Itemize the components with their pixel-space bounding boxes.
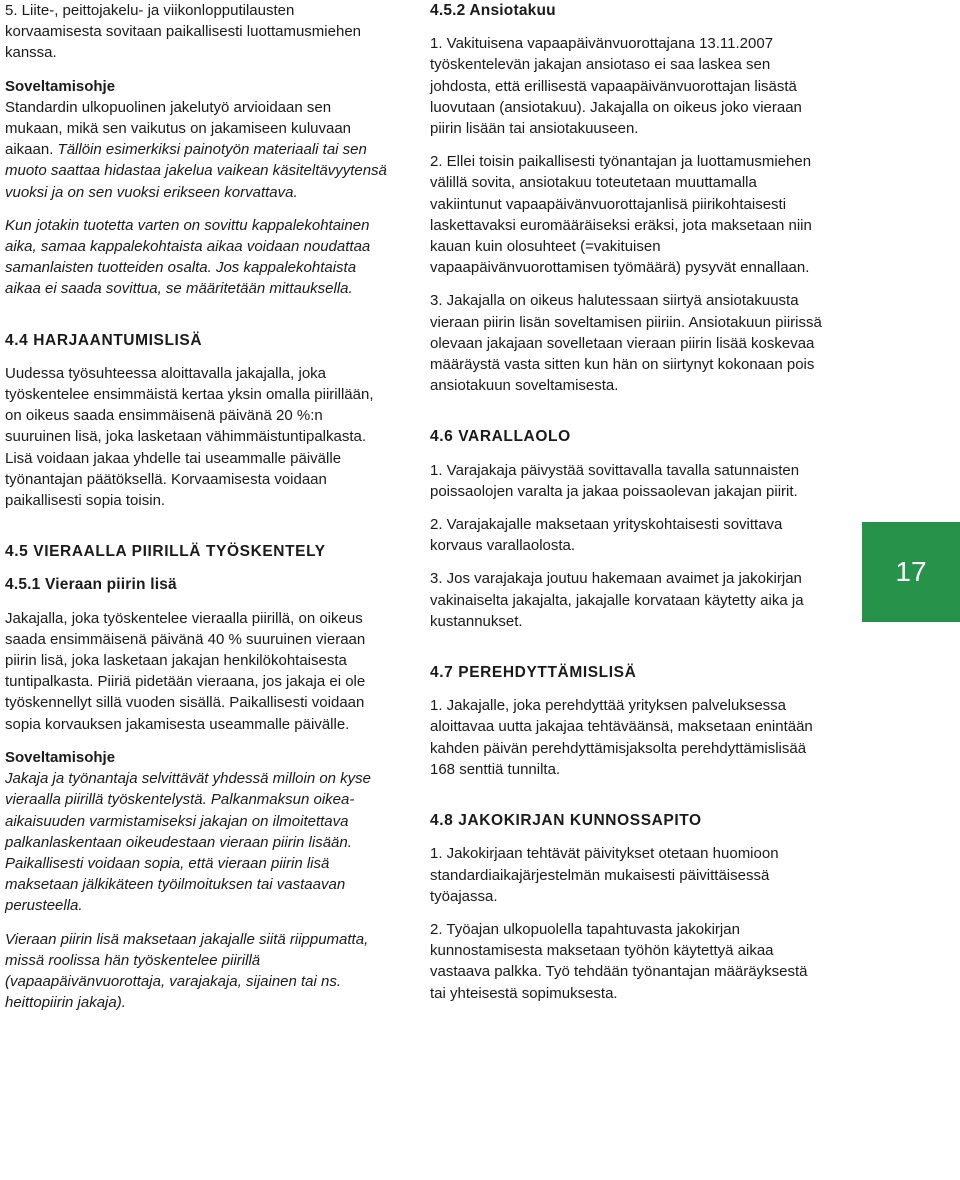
section-4-7-item-1: 1. Jakajalle, joka perehdyttää yrityksen palveluksessa aloittavaa uutta jakajaa tehtäväänsä, maksetaan enintään kahden päivän perehdyttämisjaksolta perehdyttämislisää 168 senttiä tunnilta.: [430, 697, 813, 778]
section-4-4-paragraph: Uudessa työsuhteessa aloittavalla jakajalla, joka työskentelee ensimmäistä kertaa yksin omalla piirillään, on oikeus saada ensimmäisenä päivänä 20 %:n suuruinen lisä, joka lasketaan vähimmäistuntipalkasta. Lisä voidaan jakaa yhdelle tai useammalle päivälle työnantajan päätöksellä. Korvaamisesta voidaan paikallisesti sopia toisin.: [5, 364, 374, 510]
section-4-5-2-item-1: 1. Vakituisena vapaapäivänvuorottajana 13.11.2007 työskentelevän jakajan ansiotaso ei saa laskea sen johdosta, että erillisestä vapaapäivänvuorottajan lisästä luovutaan (ansiotakuu). Jakajalla on oikeus joko vieraan piirin lisään tai ansiotakuuseen.: [430, 35, 802, 138]
section-heading-4-5: 4.5 VIERAALLA PIIRILLÄ TYÖSKENTELY: [5, 543, 326, 561]
page-number-badge: [862, 522, 960, 622]
section-heading-4-5-2: 4.5.2 Ansiotakuu: [430, 2, 556, 19]
section-4-8-item-2: 2. Työajan ulkopuolella tapahtuvasta jakokirjan kunnostamisesta maksetaan työhön käytettyä aikaa vastaava palkka. Työ tehdään työnantajan määräyksestä tai yhteisestä sopimuksesta.: [430, 920, 808, 1002]
section-4-6-item-3: 3. Jos varajakaja joutuu hakemaan avaimet ja jakokirjan vakinaiselta jakajalta, jakajalle korvataan käytetty aika ja kustannukset.: [430, 570, 804, 630]
section-heading-4-7: 4.7 PEREHDYTTÄMISLISÄ: [430, 664, 637, 682]
paragraph-item-5: 5. Liite-, peittojakelu- ja viikonlopputilausten korvaamisesta sovitaan paikallisesti luottamusmiehen kanssa.: [5, 2, 362, 62]
guide-text-plain: Standardin ulkopuolinen jakelutyö arvioidaan sen mukaan, mikä sen vaikutus on jakamiseen kuluvaan aikaan.: [5, 98, 352, 159]
section-heading-4-6: 4.6 VARALLAOLO: [430, 428, 571, 446]
page-number: 17: [895, 556, 927, 587]
guide-paragraph-2: Kun jotakin tuotetta varten on sovittu kappalekohtainen aika, samaa kappalekohtaista aikaa voidaan noudattaa samanlaisten tuotteiden osalta. Jos kappalekohtaista aikaa ei saada sovittua, se määritetään mittauksella.: [5, 216, 371, 298]
section-4-5-1-paragraph: Jakajalla, joka työskentelee vieraalla piirillä, on oikeus saada ensimmäisenä päivänä 40 % suuruinen vieraan piirin lisä, joka lasketaan jakajan henkilökohtaisesta tuntipalkasta. Piiriä pidetään vieraana, jos jakaja ei ole työskennellyt sillä vuoden sisällä. Paikallisesti voidaan sopia korvauksen jakamisesta useammalle päivälle.: [5, 609, 366, 733]
guide-2-paragraph-2: Vieraan piirin lisä maksetaan jakajalle siitä riippumatta, missä roolissa hän työskentelee piirillä (vapaapäivänvuorottaja, varajakaja, sijainen tai ns. heittopiirin jakaja).: [5, 930, 369, 1012]
guide-paragraph-1: [5, 97, 391, 203]
section-4-5-2-item-2: 2. Ellei toisin paikallisesti työnantajan ja luottamusmiehen välillä sovita, ansiotakuu toteutetaan muuttamalla vakiintunut vapaapäivänvuorottajanlisä piirikohtaisesti laskettavaksi euromääräiseksi eräksi, jota maksetaan niin kauan kuin olosuhteet (=vakituisen vapaapäivänvuorottamisen työmäärä) pysyvät ennallaan.: [430, 153, 812, 277]
section-heading-4-4: 4.4 HARJAANTUMISLISÄ: [5, 331, 203, 349]
section-heading-4-5-1: 4.5.1 Vieraan piirin lisä: [5, 576, 177, 594]
right-column: [430, 0, 822, 1004]
section-4-8-item-1: 1. Jakokirjaan tehtävät päivitykset otetaan huomioon standardiaikajärjestelmän mukaisesti päivittäisessä työajassa.: [430, 845, 779, 905]
guide-text-italic: Tällöin esimerkiksi painotyön materiaali tai sen muoto saattaa hidastaa jakelua vaikean käsiteltävyytensä vuoksi ja on sen vuoksi erikseen korvattava.: [5, 141, 387, 201]
guide-title-1: Soveltamisohje: [5, 77, 116, 95]
section-4-6-item-1: 1. Varajakaja päivystää sovittavalla tavalla satunnaisten poissaolojen varalta ja jakaa poissaolevan jakajan piirit.: [430, 461, 800, 500]
section-4-6-item-2: 2. Varajakajalle maksetaan yrityskohtaisesti sovittava korvaus varallaolosta.: [430, 516, 783, 555]
section-4-5-2-item-3: 3. Jakajalla on oikeus halutessaan siirtyä ansiotakuusta vieraan piirin lisän soveltamisen piiriin. Ansiotakuun piirissä olevaan jakajaan sovelletaan vieraan piirin lisää koskevaa määräystä vasta sitten kun hän on siirtynyt kokonaan pois ansiotakuun soveltamisesta.: [430, 292, 822, 395]
guide-title-2: Soveltamisohje: [5, 748, 116, 766]
left-column: [5, 0, 391, 1013]
section-heading-4-8: 4.8 JAKOKIRJAN KUNNOSSAPITO: [430, 812, 702, 830]
guide-2-paragraph-1: Jakaja ja työnantaja selvittävät yhdessä milloin on kyse vieraalla piirillä työskentelystä. Palkanmaksun oikea-aikaisuuden varmistamiseksi jakajan on ilmoitettava palkanlaskentaan oikeudestaan vieraan piirin lisään. Paikallisesti voidaan sopia, että vieraan piirin lisä maksetaan jälkikäteen työilmoituksen tai vastaavan perusteella.: [5, 770, 372, 915]
